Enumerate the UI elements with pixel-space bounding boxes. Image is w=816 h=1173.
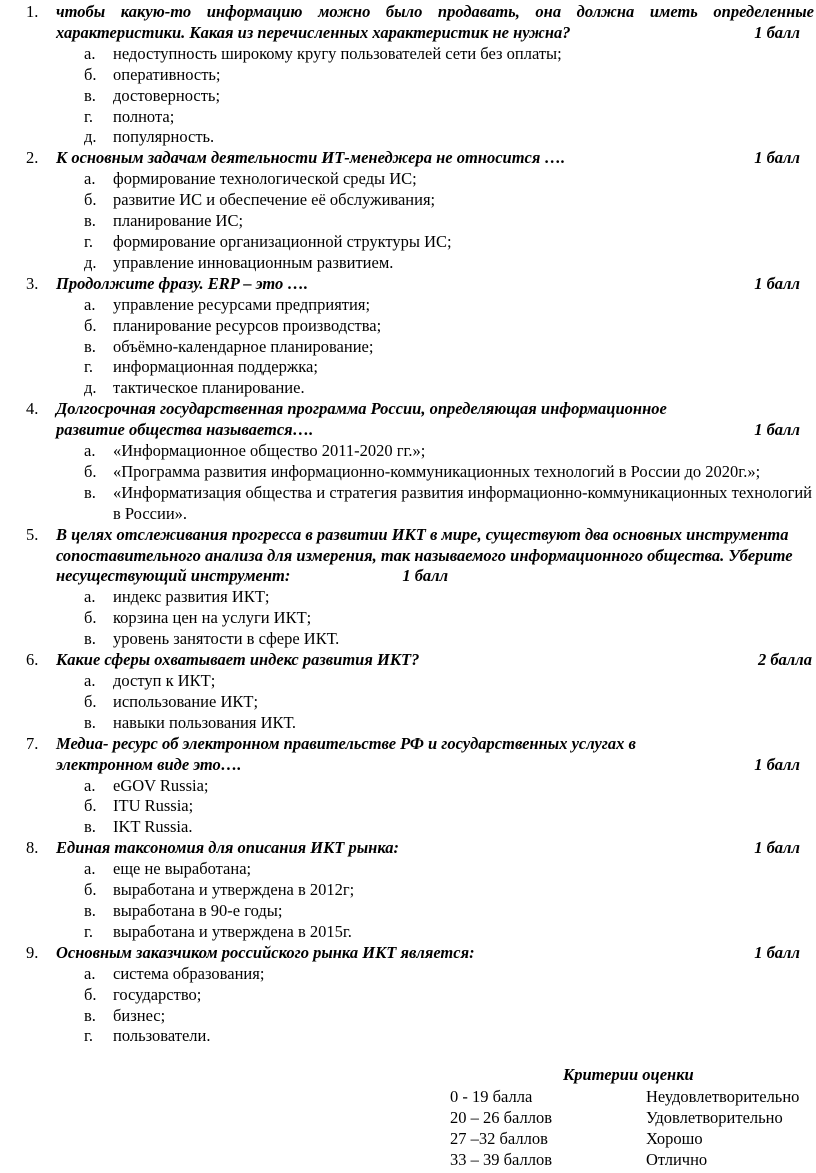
option-letter: д. [84, 127, 97, 147]
option-text: «Программа развития информационно-коммуникационных технологий в России до 2020г.»; [113, 461, 761, 481]
option-text: пользователи. [113, 1026, 211, 1046]
question-text: Основным заказчиком российского рынка ИКТ является: [56, 942, 475, 962]
option-text: развитие ИС и обеспечение её обслуживания; [113, 190, 436, 210]
option-text: использование ИКТ; [113, 691, 259, 711]
option-letter: д. [84, 378, 97, 398]
option-text: информационная поддержка; [113, 357, 318, 377]
question-9 [0, 943, 816, 1048]
question-6 [0, 650, 816, 734]
option-letter: в. [84, 900, 96, 920]
answer-option [0, 817, 816, 838]
option-letter: а. [84, 587, 96, 607]
option-text: популярность. [113, 127, 215, 147]
option-letter: в. [84, 211, 96, 231]
answer-option [0, 462, 816, 483]
grade-label: Удовлетворительно [646, 1108, 783, 1127]
answer-option [0, 859, 816, 880]
option-letter: б. [84, 796, 97, 816]
answer-option [0, 1026, 816, 1047]
criteria-row [450, 1108, 816, 1129]
question-header [0, 838, 816, 859]
question-header [0, 525, 816, 588]
answer-option [0, 796, 816, 817]
question-header [0, 399, 816, 441]
criteria-row [450, 1150, 816, 1171]
question-number: 5. [26, 524, 39, 544]
option-letter: г. [84, 106, 94, 126]
question-text: К основным задачам деятельности ИТ-менеджера не относится …. [56, 148, 566, 168]
answer-option [0, 483, 816, 525]
question-points: 1 балл [402, 566, 449, 586]
option-text: «Информатизация общества и стратегия развития информационно-коммуникационных технологий в России». [113, 482, 812, 523]
option-letter: б. [84, 608, 97, 628]
option-letter: г. [84, 231, 94, 251]
option-letter: б. [84, 64, 97, 84]
option-text: государство; [113, 984, 202, 1004]
answer-option [0, 776, 816, 797]
grade-label: Неудовлетворительно [646, 1087, 800, 1106]
option-text: планирование ресурсов производства; [113, 315, 382, 335]
answer-option [0, 65, 816, 86]
option-letter: а. [84, 671, 96, 690]
question-number: 4. [26, 399, 39, 419]
question-number: 9. [26, 942, 39, 962]
option-letter: б. [84, 880, 97, 900]
option-letter: а. [84, 169, 96, 189]
option-text: выработана и утверждена в 2015г. [113, 921, 352, 941]
question-8 [0, 838, 816, 943]
answer-option [0, 232, 816, 253]
answer-option [0, 880, 816, 901]
question-points: 1 балл [754, 838, 800, 858]
option-text: достоверность; [113, 85, 221, 105]
option-text: тактическое планирование. [113, 378, 305, 398]
option-letter: в. [84, 336, 96, 356]
answer-option [0, 127, 816, 148]
option-letter: в. [84, 817, 96, 837]
answer-option [0, 253, 816, 274]
answer-option [0, 713, 816, 734]
question-header [0, 650, 816, 671]
criteria-title: Критерии оценки [563, 1065, 694, 1084]
option-text: IKT Russia. [113, 817, 193, 837]
option-letter: б. [84, 190, 97, 210]
question-text-body: В целях отслеживания прогресса в развитии ИКТ в мире, существуют два основных инструмента сопоставительного анализа для измерения, так называемого информационного общества. Уберите несуществующий инструмент: [56, 524, 793, 586]
option-text: управление инновационным развитием. [113, 252, 394, 272]
answer-option [0, 608, 816, 629]
answer-option [0, 985, 816, 1006]
answer-option [0, 629, 816, 650]
option-letter: в. [84, 85, 96, 105]
option-letter: а. [84, 963, 96, 983]
option-letter: в. [84, 629, 96, 649]
answer-option [0, 337, 816, 358]
answer-option [0, 44, 816, 65]
question-header [0, 274, 816, 295]
question-text: Долгосрочная государственная программа России, определяющая информационное развитие общества называется…. [56, 399, 667, 440]
score-range: 27 –32 баллов [450, 1129, 548, 1148]
option-text: формирование технологической среды ИС; [113, 169, 417, 189]
question-1 [0, 2, 816, 148]
option-text: управление ресурсами предприятия; [113, 294, 371, 314]
document-page [0, 2, 816, 1047]
option-text: «Информационное общество 2011-2020 гг.»; [113, 441, 426, 461]
answer-option [0, 1006, 816, 1027]
option-text: планирование ИС; [113, 211, 244, 231]
option-text: формирование организационной структуры ИС; [113, 231, 452, 251]
question-points: 1 балл [754, 420, 800, 440]
question-text [56, 525, 793, 586]
option-text: ITU Russia; [113, 796, 194, 816]
grade-label: Хорошо [646, 1129, 703, 1148]
answer-option [0, 169, 816, 190]
option-letter: д. [84, 252, 97, 272]
answer-option [0, 922, 816, 943]
question-3 [0, 274, 816, 399]
answer-option [0, 295, 816, 316]
criteria-row [450, 1087, 816, 1108]
question-number: 7. [26, 733, 39, 753]
question-points: 2 балла [757, 650, 812, 670]
option-text: навыки пользования ИКТ. [113, 712, 297, 732]
question-header [0, 734, 816, 776]
answer-option [0, 357, 816, 378]
answer-option [0, 671, 816, 692]
answer-option [0, 441, 816, 462]
question-number: 8. [26, 838, 39, 858]
option-letter: г. [84, 1026, 94, 1046]
option-text: оперативность; [113, 64, 221, 84]
question-4 [0, 399, 816, 524]
option-letter: а. [84, 441, 96, 461]
criteria-row [450, 1129, 816, 1150]
option-text: бизнес; [113, 1005, 166, 1025]
question-number: 3. [26, 273, 39, 293]
option-text: доступ к ИКТ; [113, 671, 216, 690]
option-letter: в. [84, 712, 96, 732]
question-header [0, 2, 816, 44]
answer-option [0, 964, 816, 985]
question-points: 1 балл [754, 148, 800, 168]
question-text: чтобы какую-то информацию можно было продавать, она должна иметь определенные характеристики. Какая из перечисленных характеристик не нужна? [56, 2, 814, 42]
option-letter: в. [84, 1005, 96, 1025]
option-text: уровень занятости в сфере ИКТ. [113, 629, 340, 649]
option-text: система образования; [113, 963, 265, 983]
question-points: 1 балл [754, 273, 800, 293]
question-points: 1 балл [754, 754, 800, 774]
option-letter: б. [84, 461, 97, 481]
option-text: индекс развития ИКТ; [113, 587, 270, 607]
option-letter: г. [84, 921, 94, 941]
option-text: недоступность широкому кругу пользователей сети без оплаты; [113, 43, 562, 63]
question-text: Какие сферы охватывает индекс развития ИКТ? [56, 650, 420, 670]
question-7 [0, 734, 816, 839]
question-points: 1 балл [754, 942, 800, 962]
option-text: полнота; [113, 106, 175, 126]
option-letter: а. [84, 294, 96, 314]
question-number: 2. [26, 148, 39, 168]
option-letter: в. [84, 482, 96, 502]
question-points: 1 балл [754, 22, 800, 42]
question-2 [0, 148, 816, 273]
answer-option [0, 107, 816, 128]
grade-label: Отлично [646, 1150, 708, 1169]
answer-option [0, 692, 816, 713]
option-letter: а. [84, 43, 96, 63]
answer-option [0, 378, 816, 399]
question-text: Медиа- ресурс об электронном правительстве РФ и государственных услугах в электронном виде это…. [56, 733, 636, 774]
option-letter: б. [84, 315, 97, 335]
option-text: корзина цен на услуги ИКТ; [113, 608, 312, 628]
option-text: eGOV Russia; [113, 775, 209, 795]
answer-option [0, 190, 816, 211]
score-range: 0 - 19 балла [450, 1087, 533, 1106]
question-text: Продолжите фразу. ERP – это …. [56, 273, 308, 293]
score-range: 33 – 39 баллов [450, 1150, 552, 1169]
answer-option [0, 316, 816, 337]
answer-option [0, 211, 816, 232]
score-range: 20 – 26 баллов [450, 1108, 552, 1127]
option-letter: б. [84, 691, 97, 711]
question-header [0, 943, 816, 964]
answer-option [0, 901, 816, 922]
option-text: выработана и утверждена в 2012г; [113, 880, 355, 900]
question-number: 1. [26, 2, 39, 21]
option-letter: б. [84, 984, 97, 1004]
option-text: объёмно-календарное планирование; [113, 336, 374, 356]
option-text: еще не выработана; [113, 859, 252, 879]
option-letter: г. [84, 357, 94, 377]
question-5 [0, 525, 816, 650]
option-letter: а. [84, 859, 96, 879]
option-letter: а. [84, 775, 96, 795]
question-header [0, 148, 816, 169]
answer-option [0, 86, 816, 107]
answer-option [0, 587, 816, 608]
option-text: выработана в 90-е годы; [113, 900, 283, 920]
question-text: Единая таксономия для описания ИКТ рынка: [56, 838, 400, 858]
question-number: 6. [26, 650, 39, 670]
